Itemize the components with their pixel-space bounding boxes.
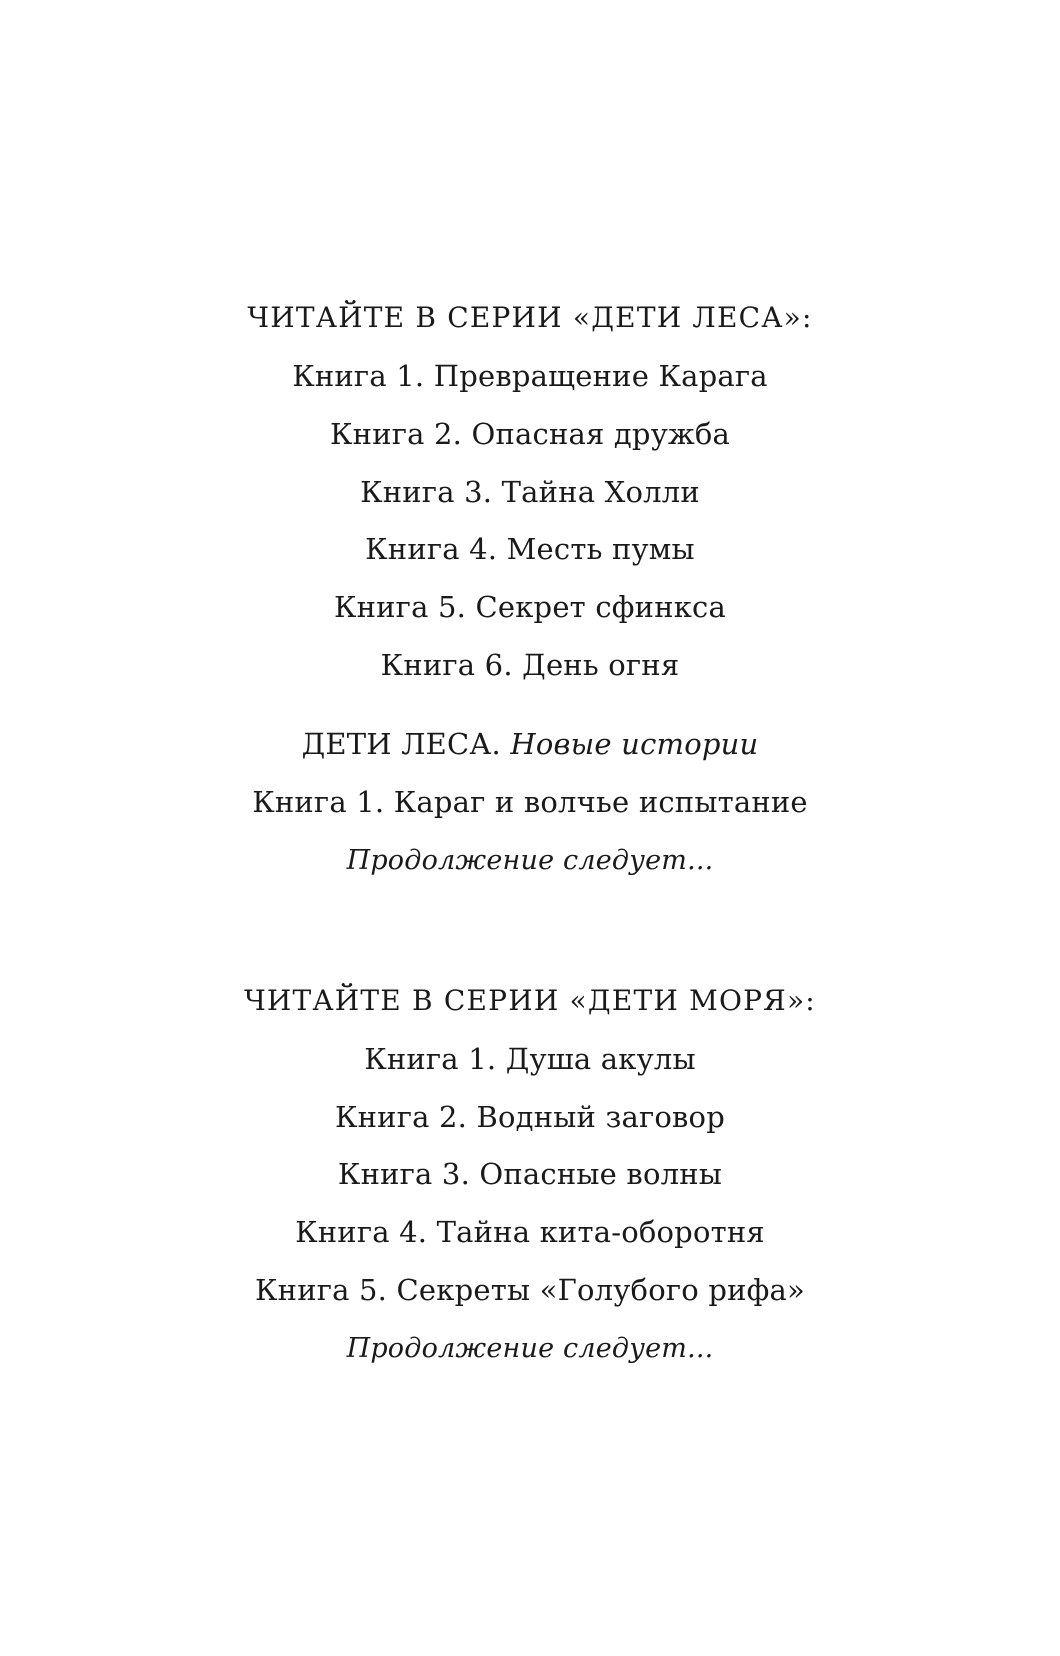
sea-book-2: Книга 2. Водный заговор	[335, 1100, 725, 1134]
forest-book-5: Книга 5. Секрет сфинкса	[333, 590, 726, 624]
forest-new-book-1: Книга 1. Караг и волчье испытание	[252, 785, 808, 819]
forest-subseries-heading	[0, 726, 1060, 762]
sea-book-3: Книга 3. Опасные волны	[337, 1157, 723, 1191]
forest-book-1: Книга 1. Превращение Карага	[292, 359, 768, 393]
sea-continuation: Продолжение следует...	[346, 1333, 714, 1364]
forest-continuation: Продолжение следует...	[346, 845, 714, 876]
series-forest-heading: ЧИТАЙТЕ В СЕРИИ «ДЕТИ ЛЕСА»:	[247, 301, 813, 334]
forest-book-3: Книга 3. Тайна Холли	[360, 475, 700, 509]
sea-book-4: Книга 4. Тайна кита-оборотня	[295, 1215, 765, 1249]
forest-book-4: Книга 4. Месть пумы	[365, 532, 695, 566]
series-sea-heading: ЧИТАЙТЕ В СЕРИИ «ДЕТИ МОРЯ»:	[244, 984, 816, 1017]
sea-book-1: Книга 1. Душа акулы	[364, 1042, 696, 1076]
forest-book-2: Книга 2. Опасная дружба	[330, 417, 730, 451]
sea-book-5: Книга 5. Секреты «Голубого рифа»	[255, 1273, 805, 1307]
forest-book-6: Книга 6. День огня	[380, 648, 680, 682]
forest-subseries-title: ДЕТИ ЛЕСА.	[301, 727, 501, 761]
forest-subseries-subtitle: Новые истории	[510, 727, 759, 761]
